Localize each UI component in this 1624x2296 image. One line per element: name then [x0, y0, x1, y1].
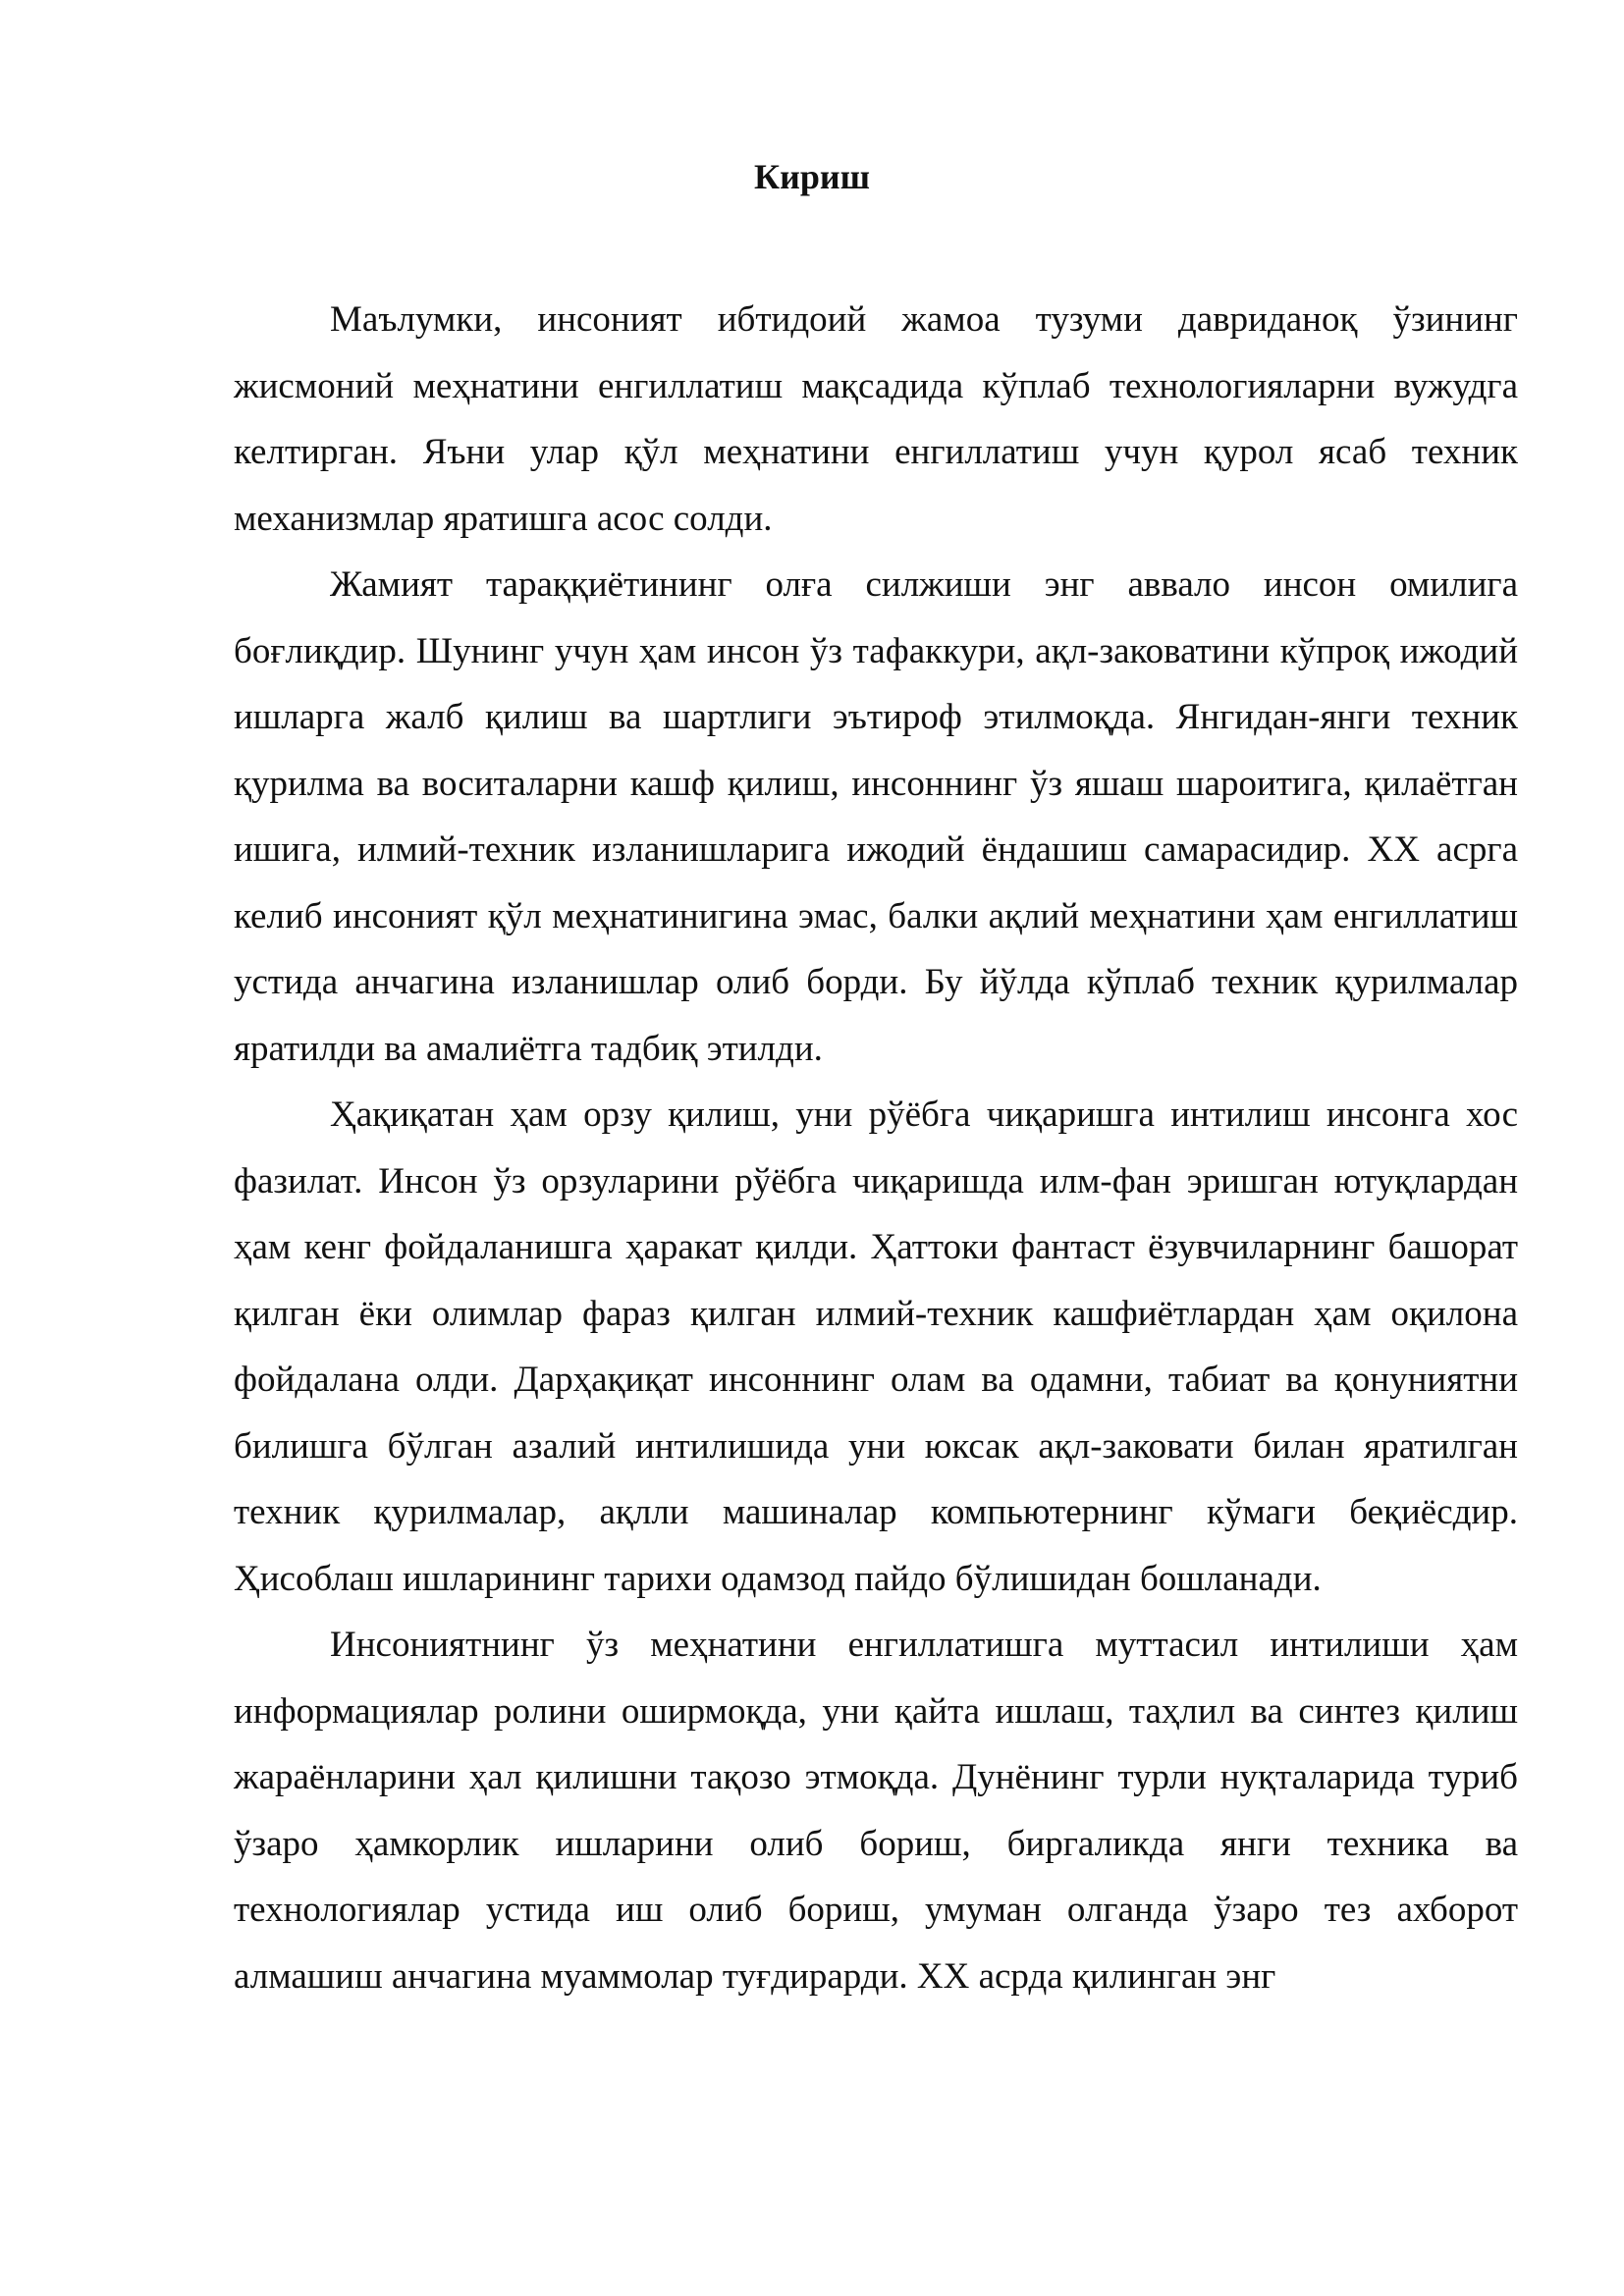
paragraph-3: Ҳақиқатан ҳам орзу қилиш, уни рўёбга чиқаришга интилиш инсонга хос фазилат. Инсон ўз орзуларини рўёбга чиқаришда илм-фан эришган ютуқлардан ҳам кенг фойдаланишга ҳаракат қилди. Ҳаттоки фантаст ёзувчиларнинг башорат қилган ёки олимлар фараз қилган илмий-техник кашфиётлардан ҳам оқилона фойдалана олди. Дарҳақиқат инсоннинг олам ва одамни, табиат ва қонуниятни билишга бўлган азалий интилишида уни юксак ақл-заковати билан яратилган техник қурилмалар, ақлли машиналар компьютернинг кўмаги беқиёсдир. Ҳисоблаш ишларининг тарихи одамзод пайдо бўлишидан бошланади. — [234, 1095, 1518, 1599]
document-body — [234, 287, 1518, 2009]
paragraph-1: Маълумки, инсоният ибтидоий жамоа тузуми давриданоқ ўзининг жисмоний меҳнатини енгиллатиш мақсадида кўплаб технологияларни вужудга келтирган. Яъни улар қўл меҳнатини енгиллатиш учун қурол ясаб техник механизмлар яратишга асос солди. — [234, 299, 1518, 539]
paragraph-4: Инсониятнинг ўз меҳнатини енгиллатишга муттасил интилиши ҳам информациялар ролини оширмоқда, уни қайта ишлаш, таҳлил ва синтез қилиш жараёнларини ҳал қилишни тақозо этмоқда. Дунёнинг турли нуқталарида туриб ўзаро ҳамкорлик ишларини олиб бориш, биргаликда янги техника ва технологиялар устида иш олиб бориш, умуман олганда ўзаро тез ахборот алмашиш анчагина муаммолар туғдирарди. XX асрда қилинган энг — [234, 1625, 1518, 1997]
paragraph-2: Жамият тараққиётининг олға силжиши энг аввало инсон омилига боғлиқдир. Шунинг учун ҳам инсон ўз тафаккури, ақл-заковатини кўпроқ ижодий ишларга жалб қилиш ва шартлиги эътироф этилмоқда. Янгидан-янги техник қурилма ва воситаларни кашф қилиш, инсоннинг ўз яшаш шароитига, қилаётган ишига, илмий-техник изланишларига ижодий ёндашиш самарасидир. XX асрга келиб инсоният қўл меҳнатинигина эмас, балки ақлий меҳнатини ҳам енгиллатиш устида анчагина изланишлар олиб борди. Бу йўлда кўплаб техник қурилмалар яратилди ва амалиётга тадбиқ этилди. — [234, 564, 1518, 1069]
page-title: Кириш — [753, 157, 870, 196]
